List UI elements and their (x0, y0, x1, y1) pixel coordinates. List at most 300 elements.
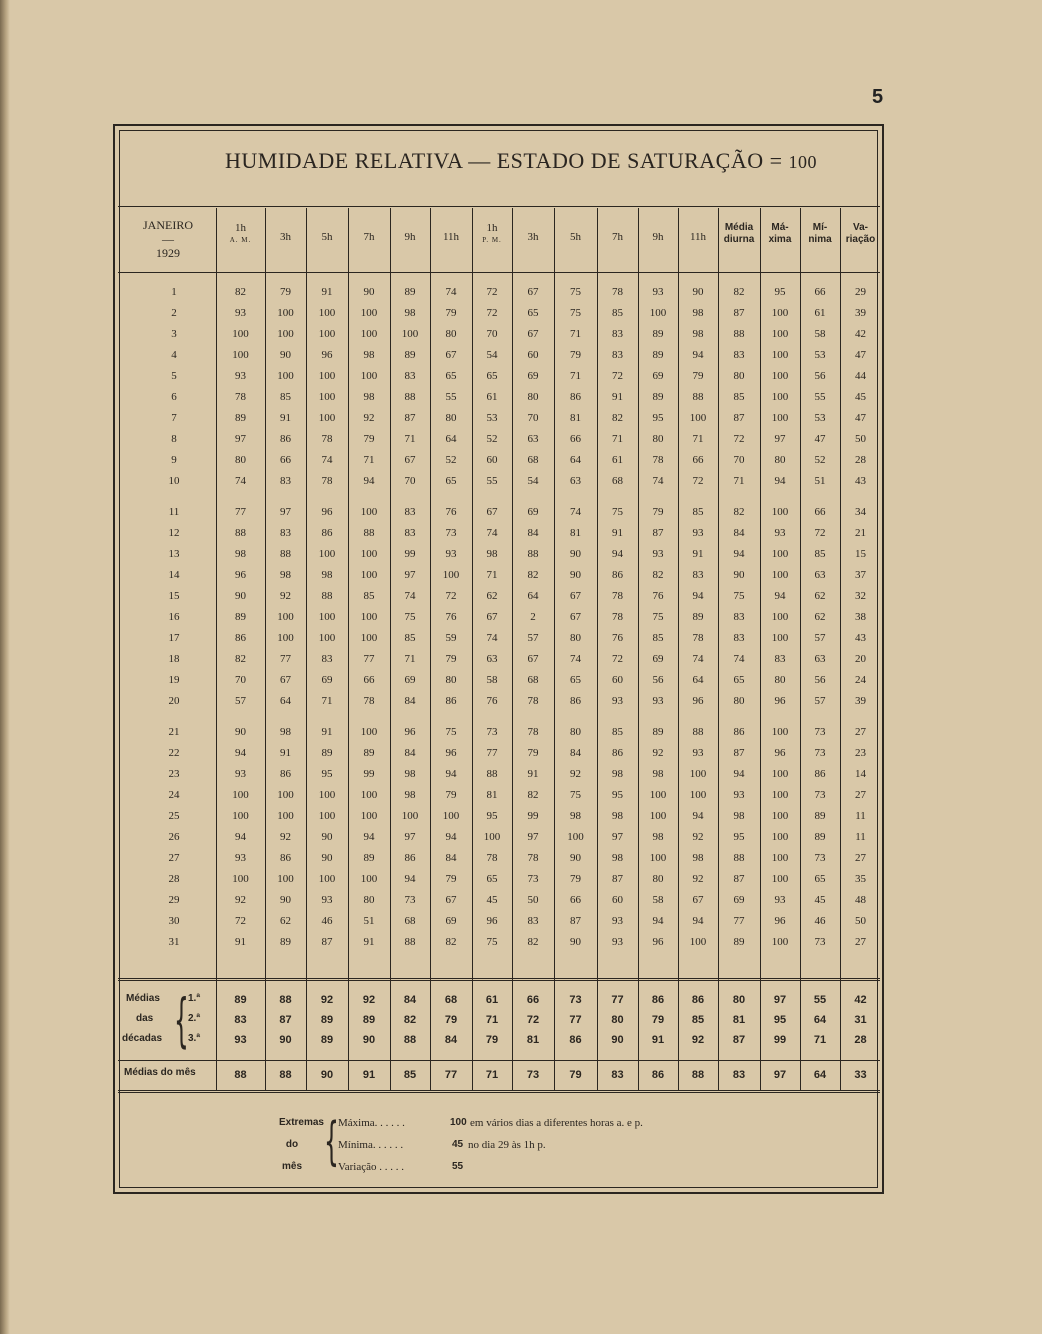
column-header-label: 9h (652, 231, 664, 243)
table-cell: 90 (570, 852, 581, 864)
table-cell: 86 (612, 569, 623, 581)
table-cell: 100 (771, 726, 789, 738)
table-cell: 97 (404, 569, 416, 581)
table-cell: 73 (814, 936, 826, 948)
table-cell: 64 (527, 590, 539, 602)
table-cell: 100 (360, 307, 378, 319)
table-cell: 71 (692, 433, 704, 445)
table-cell: 72 (733, 433, 745, 445)
decade-cell: 71 (813, 1034, 827, 1046)
table-cell: 93 (445, 548, 457, 560)
column-header (800, 222, 840, 246)
table-cell: 77 (235, 506, 246, 518)
column-header-label: 3h (280, 231, 291, 243)
decade-cell: 90 (279, 1034, 292, 1046)
table-cell: 85 (612, 726, 623, 738)
table-cell: 71 (570, 328, 581, 340)
table-cell: 85 (652, 632, 664, 644)
table-cell: 90 (235, 726, 246, 738)
table-cell: 70 (733, 454, 745, 466)
table-cell: 94 (733, 548, 745, 560)
table-cell: 90 (321, 852, 333, 864)
table-cell: 69 (404, 674, 416, 686)
table-cell: 60 (612, 674, 623, 686)
column-header-label: 5h (570, 231, 581, 243)
table-cell: 66 (280, 454, 291, 466)
table-cell: 99 (363, 768, 375, 780)
table-cell: 100 (360, 632, 378, 644)
table-cell: 79 (445, 307, 457, 319)
table-cell: 45 (486, 894, 498, 906)
table-cell: 74 (486, 632, 498, 644)
table-cell: 74 (570, 506, 581, 518)
table-cell: 78 (612, 611, 623, 623)
table-cell: 68 (404, 915, 416, 927)
table-cell: 80 (527, 391, 539, 403)
table-cell: 73 (445, 527, 457, 539)
column-header (678, 231, 718, 243)
table-cell: 94 (612, 548, 623, 560)
table-cell: 73 (814, 726, 826, 738)
day-number: 16 (168, 611, 180, 623)
decade-cell: 80 (732, 994, 746, 1006)
table-cell: 93 (235, 307, 246, 319)
table-cell: 100 (771, 611, 789, 623)
table-cell: 75 (570, 307, 581, 319)
table-cell: 55 (814, 391, 826, 403)
table-cell: 72 (445, 590, 457, 602)
table-cell: 83 (733, 632, 745, 644)
table-cell: 42 (855, 328, 866, 340)
table-cell: 100 (483, 831, 501, 843)
table-cell: 76 (486, 695, 498, 707)
table-cell: 93 (321, 894, 333, 906)
table-cell: 69 (733, 894, 745, 906)
column-header-label: 7h (363, 231, 375, 243)
table-cell: 92 (692, 873, 704, 885)
table-cell: 100 (360, 726, 378, 738)
table-cell: 100 (318, 632, 336, 644)
table-cell: 63 (570, 475, 581, 487)
table-cell: 59 (445, 632, 457, 644)
decade-cell: 89 (234, 994, 247, 1006)
extremes-var-value: 55 (452, 1161, 464, 1172)
table-cell: 95 (774, 286, 786, 298)
column-header-sub: nima (808, 234, 832, 245)
decade-cell: 66 (526, 994, 540, 1006)
table-cell: 90 (321, 831, 333, 843)
day-number: 9 (171, 454, 177, 466)
column-header (597, 231, 638, 243)
table-cell: 98 (570, 810, 581, 822)
table-cell: 81 (570, 412, 581, 424)
decades-label-decadas: décadas (122, 1033, 163, 1044)
table-cell: 83 (527, 915, 539, 927)
table-cell: 58 (486, 674, 498, 686)
column-header-sub: xima (768, 234, 792, 245)
table-cell: 73 (404, 894, 416, 906)
decade-cell: 82 (403, 1014, 417, 1026)
decade-cell: 28 (854, 1034, 867, 1046)
table-cell: 91 (321, 286, 333, 298)
table-cell: 98 (280, 569, 291, 581)
table-cell: 100 (771, 307, 789, 319)
column-header-label: 1h (235, 222, 246, 234)
table-cell: 61 (486, 391, 498, 403)
table-cell: 69 (527, 506, 539, 518)
decade-cell: 93 (234, 1034, 247, 1046)
decade-cell: 61 (485, 994, 499, 1006)
table-cell: 45 (814, 894, 826, 906)
month-mean-cell: 83 (732, 1069, 746, 1081)
table-cell: 85 (814, 548, 826, 560)
table-cell: 84 (733, 527, 745, 539)
table-cell: 24 (855, 674, 866, 686)
table-cell: 75 (404, 611, 416, 623)
table-cell: 51 (363, 915, 375, 927)
table-cell: 98 (733, 810, 745, 822)
table-cell: 86 (612, 747, 623, 759)
table-cell: 100 (277, 810, 294, 822)
table-cell: 60 (612, 894, 623, 906)
table-cell: 71 (363, 454, 375, 466)
table-cell: 88 (363, 527, 375, 539)
month-header (120, 218, 216, 260)
day-number: 5 (171, 370, 177, 382)
month-mean-cell: 85 (403, 1069, 417, 1081)
table-cell: 62 (814, 590, 826, 602)
table-cell: 63 (527, 433, 539, 445)
column-header-sub: P. M. (482, 236, 502, 244)
table-cell: 94 (445, 831, 457, 843)
table-cell: 80 (774, 454, 786, 466)
table-cell: 67 (570, 590, 581, 602)
table-cell: 93 (612, 936, 623, 948)
table-cell: 98 (692, 852, 704, 864)
table-cell: 74 (570, 653, 581, 665)
table-cell: 94 (235, 831, 246, 843)
table-cell: 98 (235, 548, 246, 560)
table-cell: 53 (486, 412, 498, 424)
table-cell: 66 (814, 286, 826, 298)
month-mean-cell: 64 (813, 1069, 827, 1081)
table-cell: 46 (814, 915, 826, 927)
table-cell: 80 (570, 632, 581, 644)
table-cell: 100 (318, 391, 336, 403)
table-cell: 80 (652, 433, 664, 445)
table-cell: 50 (527, 894, 539, 906)
decade-cell: 87 (279, 1014, 292, 1026)
table-cell: 80 (733, 695, 745, 707)
table-cell: 86 (570, 391, 581, 403)
table-cell: 32 (855, 590, 866, 602)
table-cell: 86 (814, 768, 826, 780)
column-header-label: 3h (527, 231, 539, 243)
table-cell: 65 (486, 873, 498, 885)
column-header (390, 231, 430, 243)
table-cell: 68 (527, 674, 539, 686)
table-cell: 83 (733, 349, 745, 361)
table-cell: 100 (771, 569, 789, 581)
table-cell: 90 (280, 349, 291, 361)
day-number: 26 (168, 831, 180, 843)
table-cell: 79 (280, 286, 291, 298)
table-cell: 39 (855, 307, 866, 319)
table-cell: 100 (771, 852, 789, 864)
table-cell: 11 (855, 810, 866, 822)
day-number: 27 (168, 852, 180, 864)
extremes-min-label: Mínima. . . . . . (338, 1139, 404, 1151)
table-cell: 28 (855, 454, 866, 466)
table-cell: 91 (321, 726, 333, 738)
table-cell: 54 (527, 475, 539, 487)
table-cell: 98 (363, 391, 375, 403)
column-header-label: 7h (612, 231, 623, 243)
table-cell: 83 (733, 611, 745, 623)
table-cell: 100 (771, 328, 789, 340)
table-cell: 90 (692, 286, 704, 298)
month-mean-cell: 73 (526, 1069, 540, 1081)
column-header (718, 222, 760, 246)
table-cell: 86 (235, 632, 246, 644)
table-cell: 75 (486, 936, 498, 948)
table-cell: 94 (692, 810, 704, 822)
table-cell: 100 (318, 873, 336, 885)
table-cell: 39 (855, 695, 866, 707)
table-cell: 94 (363, 475, 375, 487)
table-cell: 75 (733, 590, 745, 602)
table-cell: 82 (612, 412, 623, 424)
table-cell: 61 (612, 454, 623, 466)
table-cell: 57 (814, 695, 826, 707)
table-cell: 80 (445, 674, 457, 686)
decade-cell: 81 (732, 1014, 746, 1026)
table-cell: 83 (321, 653, 333, 665)
table-cell: 100 (771, 810, 789, 822)
table-cell: 93 (692, 527, 704, 539)
table-cell: 96 (445, 747, 457, 759)
table-cell: 84 (570, 747, 581, 759)
table-cell: 100 (360, 506, 378, 518)
table-cell: 96 (774, 915, 786, 927)
decade-cell: 79 (485, 1034, 499, 1046)
month-mean-cell: 77 (444, 1069, 458, 1081)
month-dash: — (162, 232, 174, 246)
table-cell: 100 (232, 873, 249, 885)
table-cell: 96 (235, 569, 246, 581)
table-cell: 79 (445, 873, 457, 885)
table-cell: 80 (774, 674, 786, 686)
table-cell: 78 (527, 726, 539, 738)
table-cell: 55 (486, 475, 498, 487)
table-cell: 78 (321, 433, 333, 445)
table-cell: 80 (570, 726, 581, 738)
table-cell: 86 (321, 527, 333, 539)
table-cell: 97 (235, 433, 246, 445)
table-cell: 78 (235, 391, 246, 403)
decade-cell: 79 (444, 1014, 458, 1026)
month-mean-cell: 86 (651, 1069, 665, 1081)
table-cell: 62 (486, 590, 498, 602)
table-cell: 20 (855, 653, 866, 665)
table-cell: 94 (404, 873, 416, 885)
table-cell: 96 (404, 726, 416, 738)
table-cell: 100 (771, 632, 789, 644)
table-cell: 86 (570, 695, 581, 707)
table-cell: 92 (570, 768, 581, 780)
table-cell: 78 (527, 695, 539, 707)
table-cell: 84 (445, 852, 457, 864)
table-cell: 80 (652, 873, 664, 885)
table-cell: 68 (527, 454, 539, 466)
month-mean-cell: 88 (279, 1069, 292, 1081)
table-cell: 96 (486, 915, 498, 927)
day-number: 30 (168, 915, 180, 927)
table-cell: 79 (652, 506, 664, 518)
month-means-label: Médias do mês (124, 1067, 196, 1078)
decades-bottom-rule (118, 1060, 880, 1061)
table-cell: 93 (692, 747, 704, 759)
table-cell: 93 (235, 768, 246, 780)
table-cell: 75 (570, 286, 581, 298)
day-number: 7 (171, 412, 177, 424)
table-cell: 79 (363, 433, 375, 445)
table-cell: 100 (771, 412, 789, 424)
table-cell: 73 (527, 873, 539, 885)
column-header-label: Média (724, 222, 754, 233)
table-cell: 100 (771, 873, 789, 885)
table-cell: 88 (486, 768, 498, 780)
table-cell: 83 (280, 475, 291, 487)
table-cell: 2 (530, 611, 536, 623)
column-header (430, 231, 472, 243)
table-cell: 87 (652, 527, 664, 539)
table-cell: 100 (232, 789, 249, 801)
table-cell: 88 (733, 852, 745, 864)
decade-cell: 84 (403, 994, 417, 1006)
table-cell: 70 (404, 475, 416, 487)
table-cell: 100 (318, 412, 336, 424)
table-cell: 87 (733, 747, 745, 759)
table-cell: 91 (612, 527, 623, 539)
table-cell: 72 (235, 915, 246, 927)
table-cell: 65 (814, 873, 826, 885)
table-cell: 98 (321, 569, 333, 581)
table-cell: 96 (692, 695, 704, 707)
table-cell: 71 (612, 433, 623, 445)
table-cell: 51 (814, 475, 826, 487)
table-cell: 89 (235, 412, 246, 424)
table-cell: 98 (692, 307, 704, 319)
table-cell: 100 (649, 789, 667, 801)
day-number: 15 (168, 590, 180, 602)
day-number: 29 (168, 894, 180, 906)
table-cell: 88 (404, 936, 416, 948)
table-cell: 71 (486, 569, 498, 581)
table-cell: 81 (570, 527, 581, 539)
table-cell: 83 (692, 569, 704, 581)
table-cell: 79 (692, 370, 704, 382)
month-mean-cell: 91 (362, 1069, 376, 1081)
table-cell: 94 (774, 475, 786, 487)
table-cell: 82 (235, 653, 246, 665)
table-cell: 100 (689, 412, 707, 424)
column-header-label: Mí- (812, 222, 828, 233)
table-cell: 71 (404, 653, 416, 665)
table-cell: 97 (280, 506, 291, 518)
decade-cell: 83 (234, 1014, 247, 1026)
table-cell: 77 (280, 653, 291, 665)
table-cell: 98 (652, 768, 664, 780)
table-cell: 93 (235, 370, 246, 382)
table-cell: 63 (814, 653, 826, 665)
table-cell: 72 (612, 653, 623, 665)
table-cell: 77 (363, 653, 375, 665)
table-cell: 47 (814, 433, 826, 445)
table-cell: 43 (855, 632, 866, 644)
table-cell: 89 (235, 611, 246, 623)
table-cell: 79 (527, 747, 539, 759)
column-header-label: Va- (852, 222, 868, 233)
table-cell: 80 (445, 328, 457, 340)
table-cell: 89 (652, 726, 664, 738)
table-cell: 96 (321, 349, 333, 361)
table-cell: 89 (733, 936, 745, 948)
table-cell: 74 (486, 527, 498, 539)
header-top-rule (118, 206, 880, 207)
table-cell: 29 (855, 286, 866, 298)
column-header (216, 222, 265, 246)
column-header-sub: A. M. (229, 236, 252, 244)
month-mean-cell: 90 (320, 1069, 334, 1081)
table-cell: 100 (649, 852, 667, 864)
table-cell: 82 (235, 286, 246, 298)
decade-cell: 73 (569, 994, 582, 1006)
table-cell: 100 (277, 873, 294, 885)
table-cell: 100 (277, 632, 294, 644)
table-cell: 67 (527, 328, 539, 340)
table-cell: 95 (486, 810, 498, 822)
decade-cell: 97 (773, 994, 787, 1006)
table-cell: 99 (527, 810, 539, 822)
table-cell: 91 (363, 936, 375, 948)
table-cell: 85 (363, 590, 375, 602)
table-cell: 69 (321, 674, 333, 686)
table-cell: 67 (404, 454, 416, 466)
table-cell: 73 (814, 789, 826, 801)
table-cell: 90 (570, 569, 581, 581)
table-cell: 98 (404, 789, 416, 801)
decade-cell: 84 (444, 1034, 458, 1046)
table-cell: 92 (692, 831, 704, 843)
table-cell: 86 (733, 726, 745, 738)
table-title (0, 148, 1042, 174)
month-mean-cell: 71 (485, 1069, 499, 1081)
extremes-min-text: no dia 29 às 1h p. (468, 1139, 546, 1151)
decade-label: 1.ª (188, 993, 201, 1004)
table-cell: 78 (486, 852, 498, 864)
table-cell: 27 (855, 852, 866, 864)
decade-cell: 87 (732, 1034, 746, 1046)
table-cell: 70 (527, 412, 539, 424)
table-cell: 82 (445, 936, 457, 948)
table-cell: 92 (363, 412, 375, 424)
month-mean-cell: 88 (691, 1069, 705, 1081)
table-cell: 50 (855, 433, 866, 445)
table-cell: 53 (814, 412, 826, 424)
table-cell: 93 (235, 852, 246, 864)
day-number: 6 (171, 391, 177, 403)
